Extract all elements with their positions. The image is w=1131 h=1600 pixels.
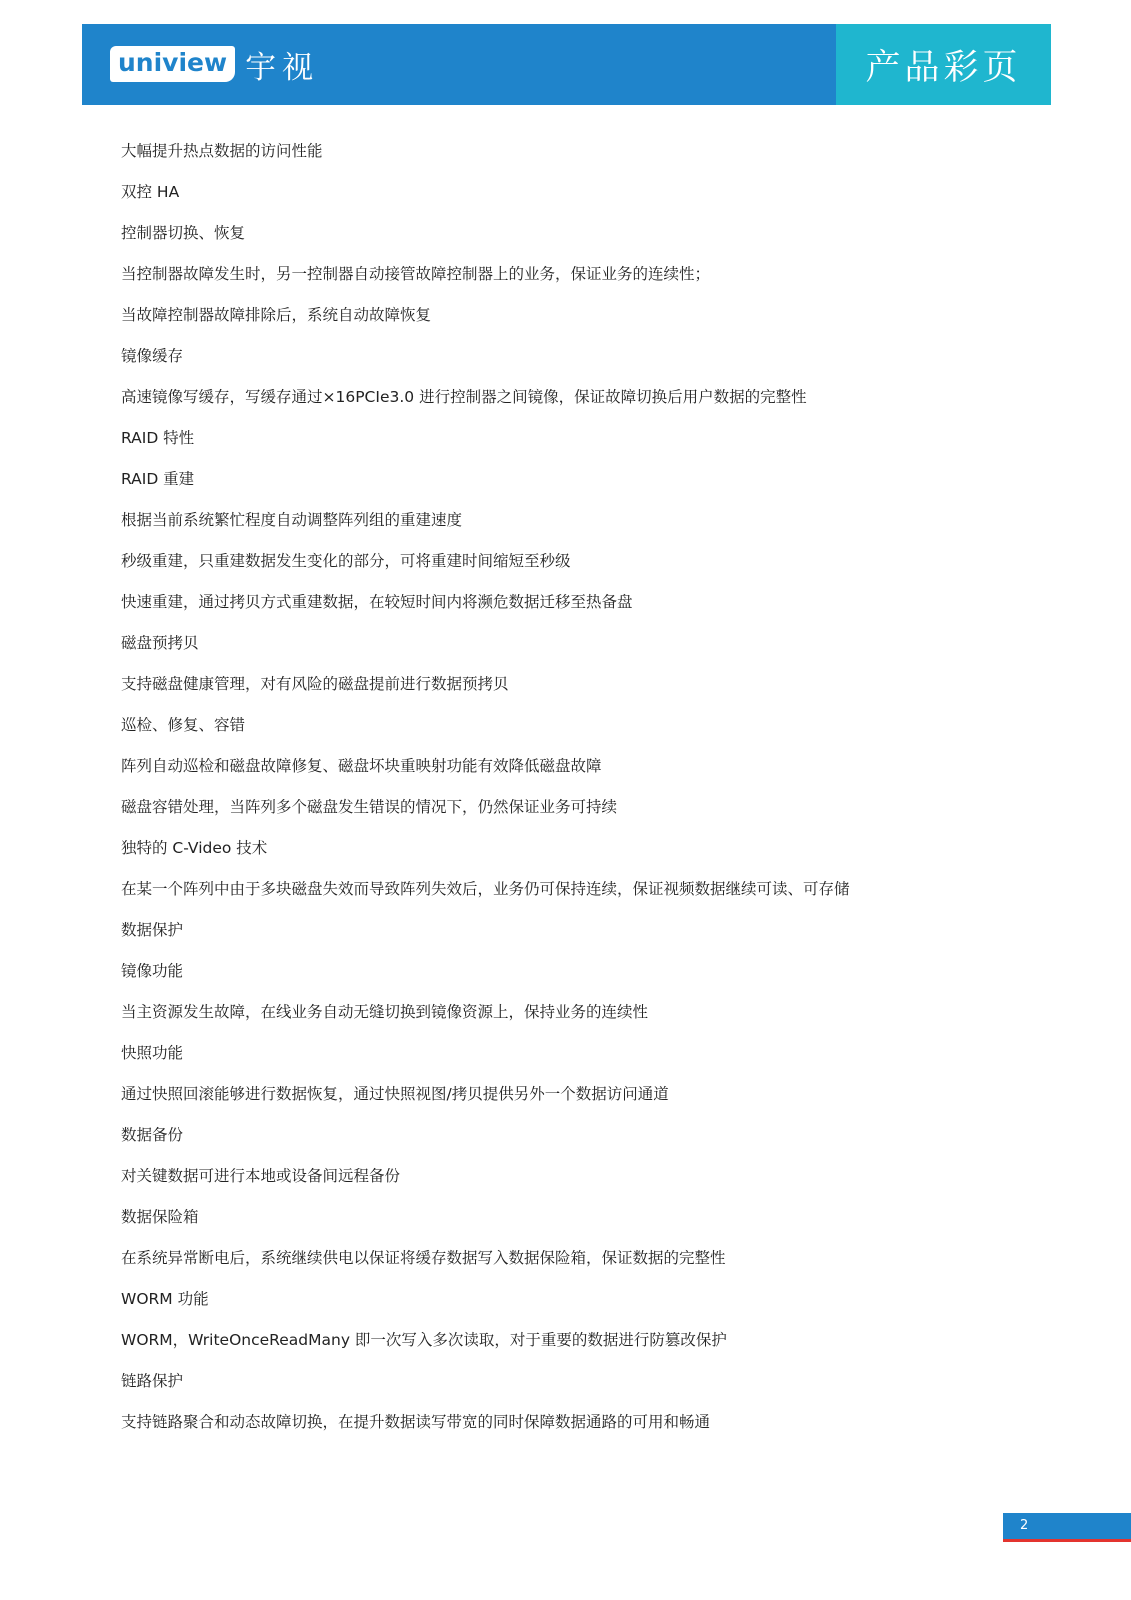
text-line: 快速重建，通过拷贝方式重建数据，在较短时间内将濒危数据迁移至热备盘 [121, 593, 633, 611]
document-body [121, 140, 1001, 1452]
uniview-logo [110, 46, 320, 86]
page-number: 2 [1020, 1518, 1029, 1533]
text-line: 当主资源发生故障，在线业务自动无缝切换到镜像资源上，保持业务的连续性 [121, 1003, 649, 1021]
text-line: 控制器切换、恢复 [121, 224, 246, 242]
text-line: 支持磁盘健康管理，对有风险的磁盘提前进行数据预拷贝 [121, 675, 509, 693]
text-line: 磁盘预拷贝 [121, 634, 199, 652]
text-line: 根据当前系统繁忙程度自动调整阵列组的重建速度 [121, 511, 463, 529]
text-line: 巡检、修复、容错 [121, 716, 246, 734]
text-line: 双控 HA [121, 183, 180, 201]
page-header [82, 24, 1051, 105]
text-line: 数据保险箱 [121, 1208, 199, 1226]
text-line: 磁盘容错处理，当阵列多个磁盘发生错误的情况下，仍然保证业务可持续 [121, 798, 618, 816]
text-line: 数据保护 [121, 921, 184, 939]
text-line: 镜像缓存 [121, 347, 184, 365]
page-title: 产品彩页 [865, 47, 1022, 88]
text-line: 阵列自动巡检和磁盘故障修复、磁盘坏块重映射功能有效降低磁盘故障 [121, 757, 602, 775]
text-line: 在系统异常断电后，系统继续供电以保证将缓存数据写入数据保险箱，保证数据的完整性 [121, 1249, 726, 1267]
text-line: 当控制器故障发生时，另一控制器自动接管故障控制器上的业务，保证业务的连续性； [121, 265, 711, 283]
text-line: 数据备份 [121, 1126, 184, 1144]
logo-wordmark: uniview [110, 46, 235, 82]
text-line: WORM 功能 [121, 1290, 209, 1308]
text-line: 独特的 C-Video 技术 [121, 839, 268, 857]
text-line: 镜像功能 [121, 962, 184, 980]
text-line: 在某一个阵列中由于多块磁盘失效而导致阵列失效后，业务仍可保持连续，保证视频数据继续可读、可存储 [121, 880, 850, 898]
text-line: 快照功能 [121, 1044, 184, 1062]
text-line: 链路保护 [121, 1372, 184, 1390]
text-line: 支持链路聚合和动态故障切换，在提升数据读写带宽的同时保障数据通路的可用和畅通 [121, 1413, 711, 1431]
text-line: RAID 重建 [121, 470, 195, 488]
footer-accent-line [1003, 1539, 1131, 1542]
text-line: 通过快照回滚能够进行数据恢复，通过快照视图/拷贝提供另外一个数据访问通道 [121, 1085, 669, 1103]
text-line: 秒级重建，只重建数据发生变化的部分，可将重建时间缩短至秒级 [121, 552, 571, 570]
text-line: 当故障控制器故障排除后，系统自动故障恢复 [121, 306, 432, 324]
text-line: 大幅提升热点数据的访问性能 [121, 142, 323, 160]
header-title-area [836, 24, 1051, 105]
logo-chinese-name: 宇视 [245, 49, 320, 86]
text-line: RAID 特性 [121, 429, 195, 447]
text-line: 对关键数据可进行本地或设备间远程备份 [121, 1167, 401, 1185]
text-line: WORM，WriteOnceReadMany 即一次写入多次读取，对于重要的数据进行防篡改保护 [121, 1331, 727, 1349]
header-brand-area [82, 24, 836, 105]
text-line: 高速镜像写缓存，写缓存通过×16PCIe3.0 进行控制器之间镜像，保证故障切换后用户数据的完整性 [121, 388, 807, 406]
